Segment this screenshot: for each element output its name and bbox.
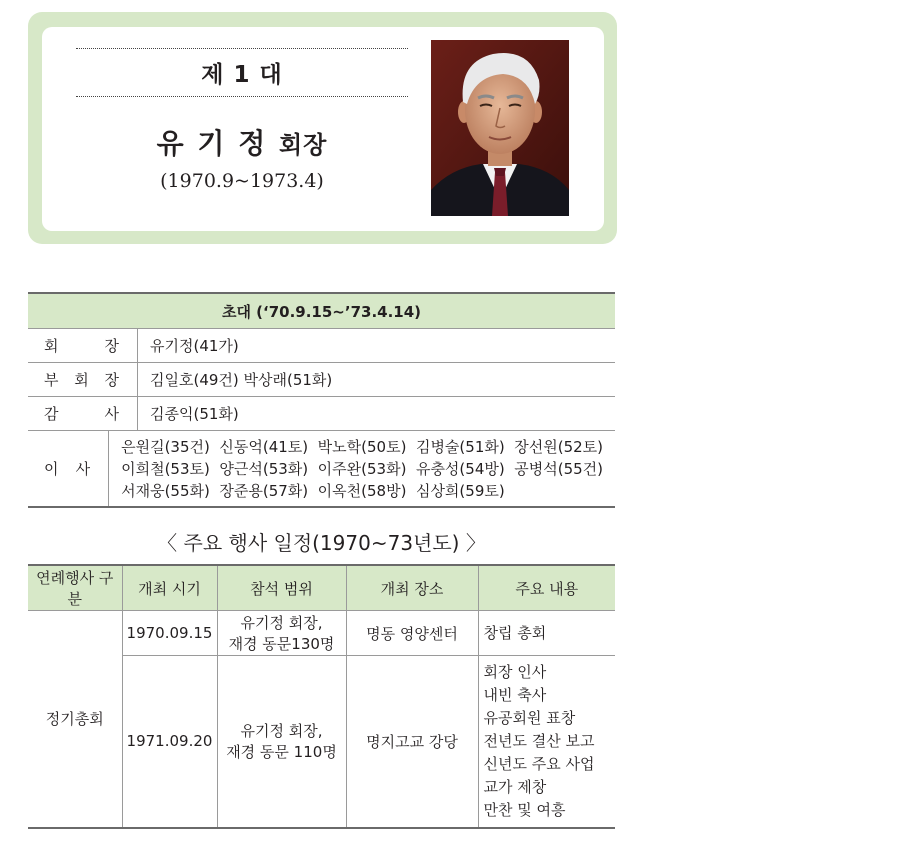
officer-names	[109, 431, 615, 506]
officer-role	[28, 397, 138, 430]
top-divider	[76, 48, 408, 49]
event-content	[478, 656, 615, 828]
event-attendance	[217, 656, 346, 828]
role-char: 회	[44, 337, 59, 355]
content-line: 창립 총회	[483, 623, 547, 642]
role-char: 사	[75, 460, 91, 478]
attendance-line: 재경 동문130명	[228, 635, 335, 653]
officer-role	[28, 363, 138, 396]
bottom-divider	[76, 96, 408, 97]
role-char: 장	[104, 337, 119, 355]
officer-names	[138, 397, 615, 430]
officer-names	[138, 329, 615, 362]
officer-row	[28, 431, 615, 508]
header-date: 개최 시기	[122, 565, 217, 611]
president-title: 회장	[279, 131, 328, 159]
officers-heading: 초대 (‘70.9.15~’73.4.14)	[28, 292, 615, 329]
president-portrait	[431, 40, 569, 216]
role-char: 장	[104, 371, 119, 389]
officer-name-line: 서재웅(55화) 장준용(57화) 이옥천(58방) 심상희(59토)	[121, 481, 505, 500]
header-place: 개최 장소	[346, 565, 478, 611]
content-line: 회장 인사	[483, 662, 547, 681]
officer-role	[28, 431, 109, 506]
officer-row	[28, 397, 615, 431]
events-header-row	[28, 565, 615, 611]
role-char: 부	[44, 371, 59, 389]
officer-name-line: 김일호(49건) 박상래(51화)	[150, 370, 333, 389]
officer-name-line: 이희철(53토) 양근석(53화) 이주완(53화) 유충성(54방) 공병석(55건)	[121, 459, 603, 478]
role-char: 이	[44, 460, 59, 478]
table-row	[28, 611, 615, 656]
events-title: 〈 주요 행사 일정(1970~73년도) 〉	[157, 531, 486, 555]
content-line: 교가 제창	[483, 777, 547, 796]
content-line: 내빈 축사	[483, 685, 547, 704]
president-name	[76, 122, 408, 162]
role-char: 감	[44, 405, 59, 423]
attendance-line: 유기정 회장,	[240, 722, 323, 741]
event-date: 1971.09.20	[122, 656, 217, 828]
event-place: 명지고교 강당	[346, 656, 478, 828]
header-content: 주요 내용	[478, 565, 615, 611]
attendance-line: 재경 동문 110명	[226, 743, 337, 762]
event-category: 정기총회	[28, 611, 122, 828]
officer-role	[28, 329, 138, 362]
role-char: 사	[104, 405, 119, 423]
role-char: 회	[74, 371, 89, 389]
officer-name-line: 은원길(35건) 신동억(41토) 박노학(50토) 김병술(51화) 장선원(52토)	[121, 437, 603, 456]
content-line: 신년도 주요 사업	[483, 754, 595, 773]
officers-table	[28, 292, 615, 508]
event-attendance	[217, 611, 346, 656]
header-category: 연례행사 구분	[28, 565, 122, 611]
officer-row	[28, 363, 615, 397]
term-period: (1970.9~1973.4)	[160, 170, 324, 192]
event-content	[478, 611, 615, 656]
events-table	[28, 564, 615, 829]
header-attendance: 참석 범위	[217, 565, 346, 611]
content-line: 유공회원 표창	[483, 708, 576, 727]
officer-row	[28, 329, 615, 363]
officer-name-line: 김종익(51화)	[150, 404, 239, 423]
term-label: 제 1 대	[201, 62, 283, 88]
officer-names	[138, 363, 615, 396]
content-line: 전년도 결산 보고	[483, 731, 595, 750]
officer-name-line: 유기정(41가)	[150, 336, 239, 355]
president-name-text: 유 기 정	[156, 127, 268, 160]
attendance-line: 유기정 회장,	[240, 614, 323, 632]
event-date: 1970.09.15	[122, 611, 217, 656]
event-place: 명동 영양센터	[346, 611, 478, 656]
content-line: 만찬 및 여흥	[483, 800, 566, 819]
